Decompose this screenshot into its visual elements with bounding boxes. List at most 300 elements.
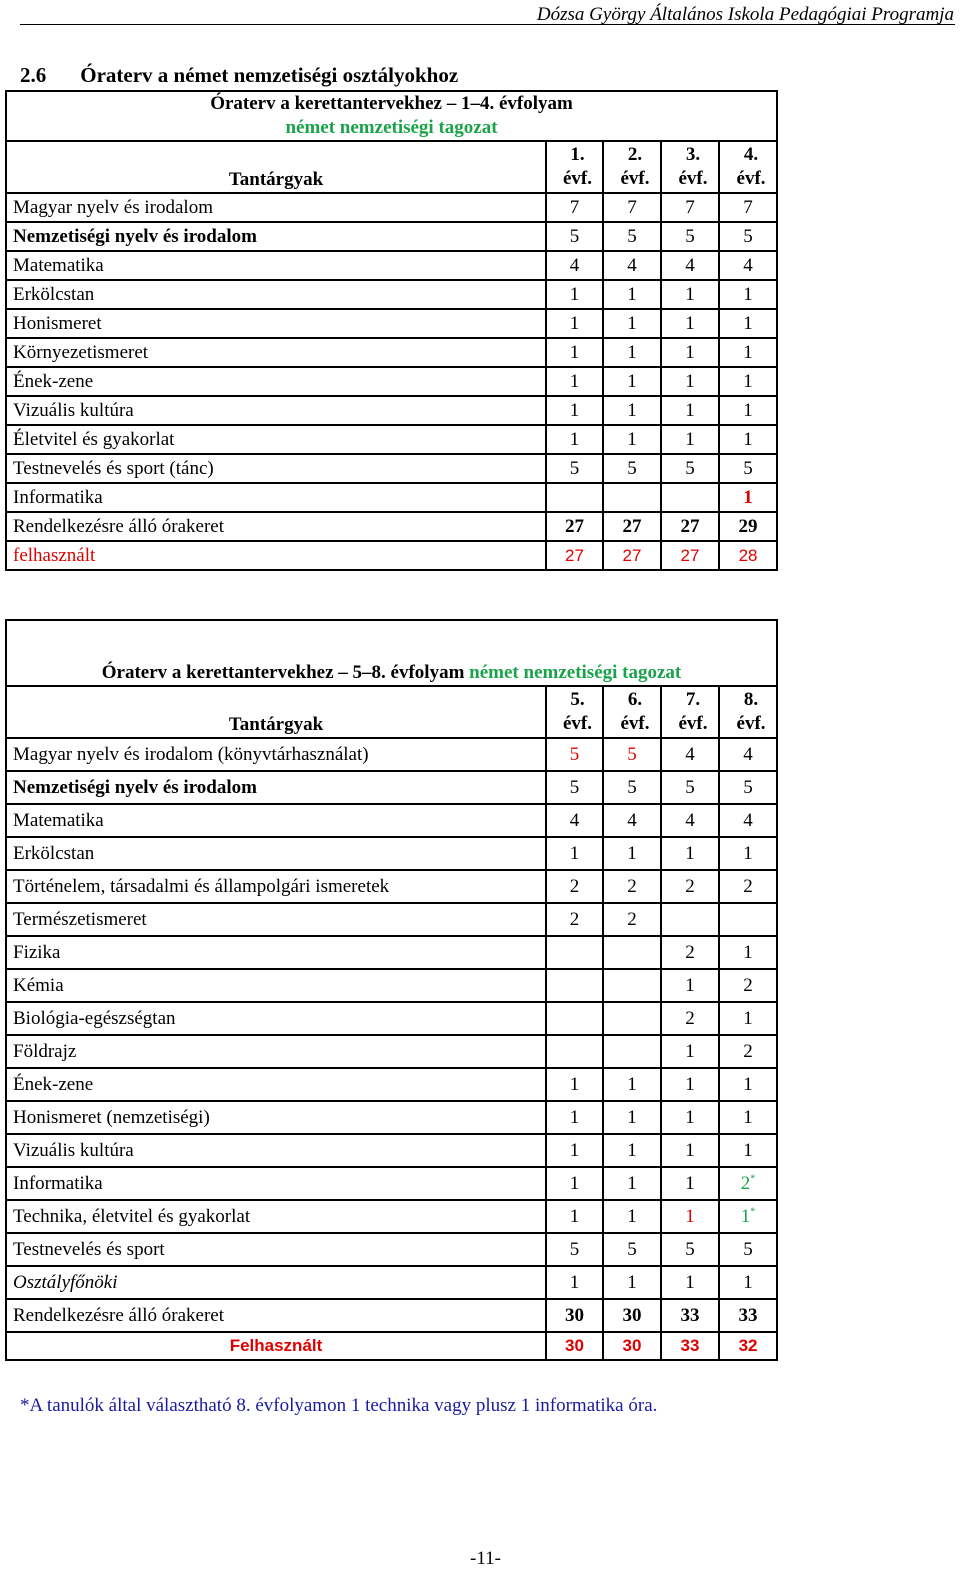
- hours-value: 5: [569, 225, 580, 247]
- subject-cell: Honismeret: [6, 309, 546, 338]
- table-row: [6, 1167, 777, 1200]
- hours-value: 5: [743, 1238, 753, 1260]
- hours-value: 5: [569, 776, 580, 798]
- hours-cell: [546, 222, 603, 251]
- hours-cell: [603, 251, 661, 280]
- hours-value: 4: [627, 809, 637, 831]
- hours-cell: [661, 541, 719, 570]
- hours-value: 1: [685, 341, 695, 363]
- hours-cell: [546, 870, 603, 903]
- subject-cell: Testnevelés és sport: [6, 1233, 546, 1266]
- table-row: [6, 280, 777, 309]
- hours-value: 33: [680, 1304, 700, 1326]
- hours-cell: [719, 483, 777, 512]
- hours-cell: [661, 837, 719, 870]
- hours-cell: [546, 309, 603, 338]
- hours-cell: [546, 1332, 603, 1360]
- subject-cell: Nemzetiségi nyelv és irodalom: [6, 222, 546, 251]
- hours-value: 1: [569, 1106, 580, 1128]
- hours-value: 1: [743, 312, 753, 334]
- subject-cell: Ének-zene: [6, 1068, 546, 1101]
- hours-cell: [719, 1035, 777, 1068]
- hours-value: 1: [743, 1073, 753, 1095]
- hours-cell: [546, 903, 603, 936]
- hours-value: 28: [738, 545, 758, 565]
- hours-value: 1: [685, 1271, 695, 1293]
- hours-cell: [603, 222, 661, 251]
- subject-cell: Életvitel és gyakorlat: [6, 425, 546, 454]
- hours-cell: [719, 1332, 777, 1360]
- hours-cell: [661, 1068, 719, 1101]
- hours-cell: [661, 804, 719, 837]
- footnote: *A tanulók által választható 8. évfolyamon 1 technika vagy plusz 1 informatika óra.: [20, 1395, 658, 1416]
- subject-cell: Vizuális kultúra: [6, 396, 546, 425]
- hours-cell: [546, 1134, 603, 1167]
- hours-value: 27: [565, 545, 584, 565]
- hours-cell: [546, 738, 603, 771]
- hours-cell: [719, 193, 777, 222]
- table2-grade-header: 5. évf.: [546, 686, 603, 738]
- hours-cell: [546, 771, 603, 804]
- table-row: [6, 1134, 777, 1167]
- hours-cell: [661, 425, 719, 454]
- hours-cell: [603, 396, 661, 425]
- hours-value: 5: [627, 776, 637, 798]
- hours-cell: [719, 1101, 777, 1134]
- hours-value: 5: [685, 225, 695, 247]
- hours-cell: [719, 280, 777, 309]
- table2-subject-header: Tantárgyak: [6, 686, 546, 738]
- timetable-grades-1-4: [5, 90, 778, 571]
- table1-grade-header: 1. évf.: [546, 141, 603, 193]
- table-row: [6, 193, 777, 222]
- hours-cell: [719, 969, 777, 1002]
- hours-cell: [661, 1002, 719, 1035]
- hours-value: 1: [569, 370, 580, 392]
- hours-value: 1: [569, 312, 580, 334]
- hours-value: 1: [685, 1205, 695, 1227]
- hours-cell: [603, 309, 661, 338]
- hours-value: 27: [622, 515, 642, 537]
- hours-value: 30: [565, 1304, 584, 1326]
- table-row: [6, 804, 777, 837]
- hours-cell: [719, 1134, 777, 1167]
- hours-cell: [661, 1167, 719, 1200]
- hours-value: 30: [622, 1336, 642, 1355]
- hours-cell: [661, 251, 719, 280]
- section-number: 2.6: [20, 63, 47, 87]
- hours-cell: [546, 1101, 603, 1134]
- subject-cell: Ének-zene: [6, 367, 546, 396]
- subject-cell: Biológia-egészségtan: [6, 1002, 546, 1035]
- hours-cell: [661, 969, 719, 1002]
- hours-cell: [546, 969, 603, 1002]
- hours-value: 32: [738, 1336, 758, 1355]
- subject-cell: Nemzetiségi nyelv és irodalom: [6, 771, 546, 804]
- subject-cell: Földrajz: [6, 1035, 546, 1068]
- subject-cell: felhasznált: [6, 541, 546, 570]
- hours-value: 1: [569, 341, 580, 363]
- hours-cell: [546, 1233, 603, 1266]
- hours-value: 27: [565, 515, 584, 537]
- hours-value: 5: [743, 225, 753, 247]
- table-row: [6, 1200, 777, 1233]
- hours-cell: [719, 512, 777, 541]
- subject-cell: Rendelkezésre álló órakeret: [6, 512, 546, 541]
- table2-top-blank: [6, 620, 777, 661]
- hours-cell: [719, 454, 777, 483]
- hours-cell: [661, 936, 719, 969]
- hours-cell: [661, 280, 719, 309]
- hours-value: 1: [627, 428, 637, 450]
- hours-cell: [603, 1332, 661, 1360]
- subject-cell: Kémia: [6, 969, 546, 1002]
- hours-value: 1: [627, 1205, 637, 1227]
- table-row: [6, 870, 777, 903]
- hours-cell: [719, 1167, 777, 1200]
- hours-cell: [546, 454, 603, 483]
- hours-value: 33: [738, 1304, 758, 1326]
- hours-cell: [719, 903, 777, 936]
- hours-value: 1: [569, 1139, 580, 1161]
- hours-value: 5: [685, 457, 695, 479]
- hours-value: 4: [569, 254, 580, 276]
- hours-value: 4: [685, 809, 695, 831]
- table-row: [6, 541, 777, 570]
- hours-value: 2: [627, 908, 637, 930]
- hours-value: 2: [685, 875, 695, 897]
- hours-cell: [719, 771, 777, 804]
- hours-value: 2: [740, 1172, 751, 1194]
- hours-cell: [603, 738, 661, 771]
- hours-value: 1: [569, 399, 580, 421]
- hours-cell: [719, 222, 777, 251]
- hours-value: 1: [743, 341, 753, 363]
- hours-cell: [546, 425, 603, 454]
- hours-cell: [719, 338, 777, 367]
- hours-value: 1: [569, 428, 580, 450]
- hours-cell: [603, 1200, 661, 1233]
- hours-cell: [719, 804, 777, 837]
- hours-cell: [603, 454, 661, 483]
- hours-cell: [719, 251, 777, 280]
- subject-cell: Honismeret (nemzetiségi): [6, 1101, 546, 1134]
- hours-value: 1: [627, 341, 637, 363]
- hours-value: 1: [743, 399, 753, 421]
- hours-value: 5: [685, 1238, 695, 1260]
- hours-cell: [603, 1068, 661, 1101]
- hours-cell: [546, 367, 603, 396]
- hours-cell: [546, 837, 603, 870]
- hours-value: 2: [685, 1007, 695, 1029]
- subject-cell: Testnevelés és sport (tánc): [6, 454, 546, 483]
- hours-value: 4: [743, 254, 753, 276]
- hours-cell: [546, 936, 603, 969]
- hours-cell: [603, 1101, 661, 1134]
- hours-value: 1: [569, 1073, 580, 1095]
- hours-cell: [719, 1233, 777, 1266]
- hours-value: 1: [685, 1172, 695, 1194]
- hours-value: 1: [743, 1139, 753, 1161]
- hours-cell: [603, 837, 661, 870]
- hours-cell: [603, 1035, 661, 1068]
- table-row: [6, 837, 777, 870]
- hours-cell: [603, 1134, 661, 1167]
- hours-value: 1: [627, 399, 637, 421]
- subject-cell: Matematika: [6, 251, 546, 280]
- hours-cell: [719, 396, 777, 425]
- table1-grade-header: 2. évf.: [603, 141, 661, 193]
- hours-cell: [603, 936, 661, 969]
- hours-cell: [661, 1101, 719, 1134]
- hours-value: 1: [627, 370, 637, 392]
- hours-value: 2: [743, 1040, 753, 1062]
- hours-cell: [661, 1266, 719, 1299]
- hours-cell: [546, 1068, 603, 1101]
- hours-value: 29: [738, 515, 758, 537]
- subject-cell: Informatika: [6, 1167, 546, 1200]
- hours-value: 30: [622, 1304, 642, 1326]
- hours-cell: [719, 936, 777, 969]
- hours-cell: [603, 1167, 661, 1200]
- hours-value: 1: [627, 312, 637, 334]
- table1-caption-line2: német nemzetiségi tagozat: [285, 117, 498, 138]
- hours-cell: [546, 280, 603, 309]
- subject-cell: Fizika: [6, 936, 546, 969]
- hours-value: 1: [685, 399, 695, 421]
- hours-cell: [603, 1299, 661, 1332]
- hours-value: 5: [627, 743, 637, 765]
- hours-value: 4: [685, 254, 695, 276]
- hours-cell: [603, 280, 661, 309]
- section-title: Óraterv a német nemzetiségi osztályokhoz: [80, 63, 459, 87]
- hours-cell: [661, 771, 719, 804]
- hours-cell: [661, 870, 719, 903]
- hours-value: 1: [685, 1040, 695, 1062]
- hours-cell: [603, 870, 661, 903]
- hours-cell: [546, 1266, 603, 1299]
- table-row: [6, 367, 777, 396]
- table-row: [6, 1332, 777, 1360]
- hours-value: 1: [569, 1271, 580, 1293]
- hours-value: 5: [569, 1238, 580, 1260]
- hours-cell: [603, 969, 661, 1002]
- table-row: [6, 425, 777, 454]
- hours-value: 1: [743, 283, 753, 305]
- hours-value: 4: [569, 809, 580, 831]
- table-row: [6, 1068, 777, 1101]
- hours-cell: [719, 541, 777, 570]
- hours-value: 4: [743, 809, 753, 831]
- table-row: [6, 969, 777, 1002]
- hours-value: 1: [627, 1172, 637, 1194]
- hours-cell: [603, 367, 661, 396]
- hours-value: 4: [685, 743, 695, 765]
- hours-value: 33: [680, 1336, 700, 1355]
- table1-subject-header: Tantárgyak: [6, 141, 546, 193]
- hours-value: 1: [685, 370, 695, 392]
- page-number: -11-: [470, 1548, 501, 1569]
- hours-value: 1: [685, 1106, 695, 1128]
- hours-cell: [719, 1200, 777, 1233]
- hours-value: 5: [685, 776, 695, 798]
- hours-cell: [661, 193, 719, 222]
- header-rule: [20, 24, 955, 25]
- hours-cell: [661, 512, 719, 541]
- hours-cell: [719, 870, 777, 903]
- hours-cell: [661, 1299, 719, 1332]
- hours-value: 1: [685, 974, 695, 996]
- table1-grade-header: 3. évf.: [661, 141, 719, 193]
- hours-value: 4: [743, 743, 753, 765]
- hours-value: 27: [680, 545, 700, 565]
- asterisk-mark: *: [750, 1206, 756, 1218]
- hours-value: 1: [569, 283, 580, 305]
- hours-cell: [661, 454, 719, 483]
- subject-cell: Informatika: [6, 483, 546, 512]
- timetable-grades-5-8: [5, 619, 778, 1361]
- hours-cell: [603, 541, 661, 570]
- hours-value: 1: [685, 842, 695, 864]
- hours-value: 1: [685, 283, 695, 305]
- hours-value: 2: [743, 974, 753, 996]
- hours-cell: [546, 1200, 603, 1233]
- hours-value: 27: [622, 545, 642, 565]
- subject-cell: Technika, életvitel és gyakorlat: [6, 1200, 546, 1233]
- table2-caption-prefix: Óraterv a kerettantervekhez – 5–8. évfolyam: [101, 662, 465, 683]
- section-heading: [20, 63, 458, 88]
- hours-cell: [661, 1332, 719, 1360]
- hours-value: 7: [627, 196, 637, 218]
- hours-value: 1: [740, 1205, 751, 1227]
- hours-cell: [719, 1068, 777, 1101]
- subject-cell: Osztályfőnöki: [6, 1266, 546, 1299]
- hours-cell: [719, 1002, 777, 1035]
- table2-caption-suffix: német nemzetiségi tagozat: [469, 662, 682, 683]
- hours-cell: [546, 512, 603, 541]
- subject-cell: Matematika: [6, 804, 546, 837]
- hours-value: 1: [569, 842, 580, 864]
- table-row: [6, 483, 777, 512]
- hours-value: 4: [627, 254, 637, 276]
- asterisk-mark: *: [750, 1173, 756, 1185]
- hours-value: 1: [743, 1106, 753, 1128]
- hours-cell: [603, 338, 661, 367]
- hours-value: 1: [569, 1205, 580, 1227]
- table-row: [6, 1035, 777, 1068]
- table-row: [6, 338, 777, 367]
- hours-value: 1: [627, 1139, 637, 1161]
- hours-cell: [546, 1002, 603, 1035]
- hours-value: 1: [569, 1172, 580, 1194]
- hours-cell: [546, 541, 603, 570]
- table-row: [6, 512, 777, 541]
- hours-cell: [719, 309, 777, 338]
- hours-value: 1: [743, 486, 753, 508]
- table-row: [6, 1002, 777, 1035]
- hours-value: 5: [627, 225, 637, 247]
- hours-cell: [661, 738, 719, 771]
- subject-cell: Vizuális kultúra: [6, 1134, 546, 1167]
- hours-cell: [603, 193, 661, 222]
- hours-cell: [546, 396, 603, 425]
- hours-cell: [661, 338, 719, 367]
- hours-value: 1: [685, 312, 695, 334]
- table-row: [6, 936, 777, 969]
- hours-cell: [661, 396, 719, 425]
- hours-cell: [603, 771, 661, 804]
- hours-value: 1: [743, 941, 753, 963]
- table1-grade-header: 4. évf.: [719, 141, 777, 193]
- hours-value: 5: [569, 457, 580, 479]
- table-row: [6, 1233, 777, 1266]
- hours-value: 7: [743, 196, 753, 218]
- hours-value: 2: [569, 875, 580, 897]
- hours-cell: [603, 1002, 661, 1035]
- hours-value: 1: [685, 1073, 695, 1095]
- table-row: [6, 222, 777, 251]
- hours-cell: [603, 1266, 661, 1299]
- table-row: [6, 309, 777, 338]
- hours-cell: [719, 837, 777, 870]
- hours-cell: [719, 1299, 777, 1332]
- hours-value: 1: [627, 1106, 637, 1128]
- hours-cell: [603, 512, 661, 541]
- hours-cell: [546, 1035, 603, 1068]
- hours-value: 1: [743, 1007, 753, 1029]
- subject-cell: Környezetismeret: [6, 338, 546, 367]
- subject-cell: Magyar nyelv és irodalom (könyvtárhasználat): [6, 738, 546, 771]
- table-row: [6, 1101, 777, 1134]
- hours-cell: [719, 738, 777, 771]
- subject-cell: Magyar nyelv és irodalom: [6, 193, 546, 222]
- hours-cell: [719, 1266, 777, 1299]
- hours-cell: [661, 309, 719, 338]
- hours-value: 27: [680, 515, 700, 537]
- table1-caption-line1: Óraterv a kerettantervekhez – 1–4. évfolyam: [210, 93, 573, 114]
- hours-cell: [546, 193, 603, 222]
- hours-cell: [661, 1035, 719, 1068]
- hours-value: 5: [743, 457, 753, 479]
- hours-cell: [546, 338, 603, 367]
- hours-cell: [603, 1233, 661, 1266]
- hours-value: 30: [565, 1336, 584, 1355]
- hours-value: 2: [627, 875, 637, 897]
- hours-cell: [661, 1134, 719, 1167]
- hours-value: 1: [743, 842, 753, 864]
- hours-value: 7: [569, 196, 580, 218]
- hours-value: 2: [569, 908, 580, 930]
- table-row: [6, 1299, 777, 1332]
- hours-cell: [661, 1200, 719, 1233]
- hours-cell: [661, 222, 719, 251]
- hours-cell: [661, 367, 719, 396]
- table2-grade-header: 8. évf.: [719, 686, 777, 738]
- hours-cell: [546, 804, 603, 837]
- table-row: [6, 454, 777, 483]
- hours-value: 1: [743, 1271, 753, 1293]
- hours-cell: [661, 1233, 719, 1266]
- hours-cell: [603, 425, 661, 454]
- subject-cell: Felhasznált: [6, 1332, 546, 1360]
- table-row: [6, 738, 777, 771]
- hours-cell: [546, 483, 603, 512]
- hours-value: 2: [743, 875, 753, 897]
- hours-cell: [603, 483, 661, 512]
- hours-value: 1: [685, 428, 695, 450]
- hours-value: 1: [627, 283, 637, 305]
- subject-cell: Rendelkezésre álló órakeret: [6, 1299, 546, 1332]
